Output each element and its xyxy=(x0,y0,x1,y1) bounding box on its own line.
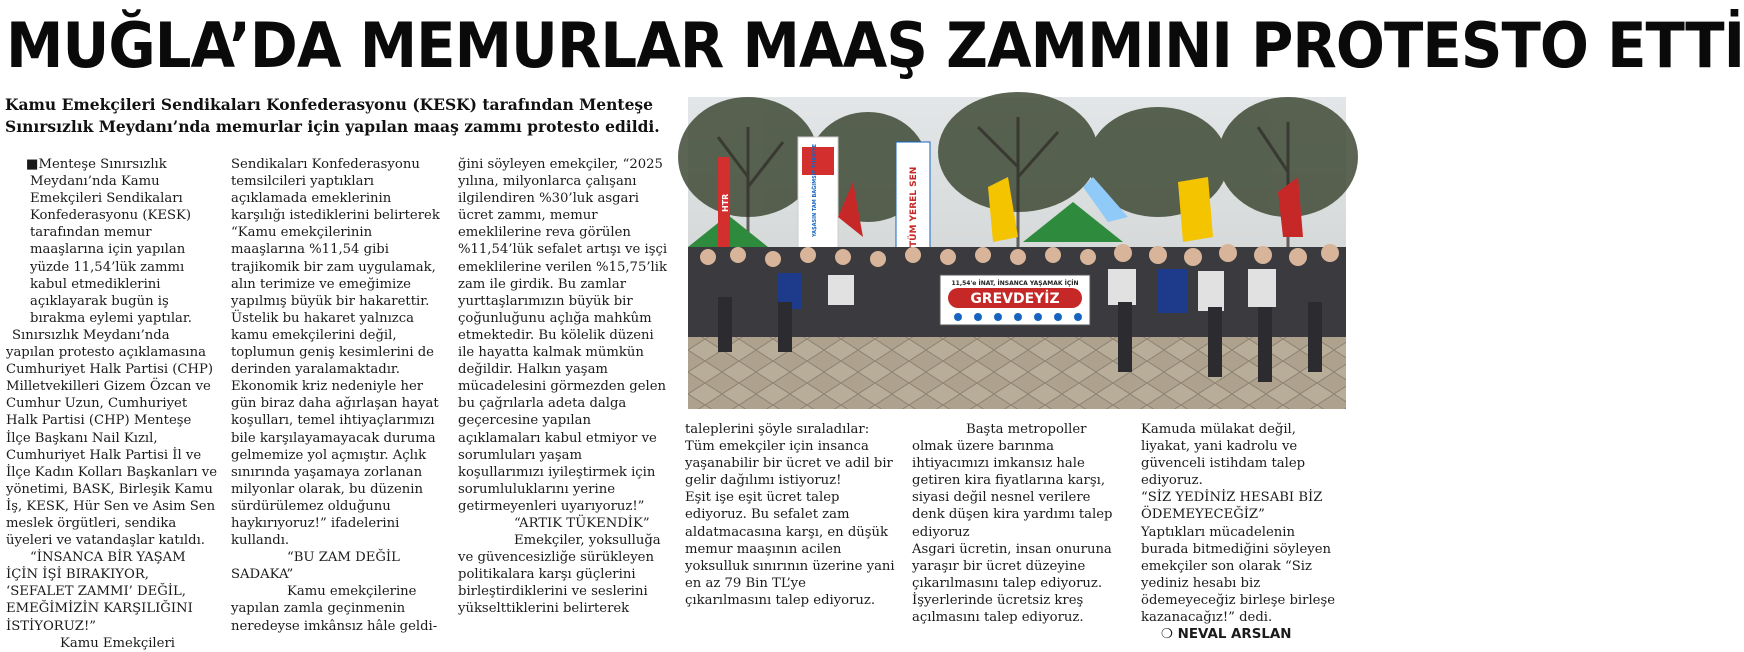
subheading: “SİZ YEDİNİZ HESABI BİZ ÖDEMEYECEĞİZ” xyxy=(1141,490,1323,523)
article-column-4 xyxy=(685,421,895,609)
author-signature: ❍ NEVAL ARSLAN xyxy=(1161,627,1292,643)
list-item: Eşit işe eşit ücret talep ediyoruz. Bu sefalet zam aldatmacasına karşı, en düşük memur maaşının acilen yoksulluk sınırının üzerine yani en az 79 Bin TL’ye çıkarılmasını talep ediyoruz. xyxy=(685,490,895,608)
paragraph: Yaptıkları mücadelenin burada bitmediğini söyleyen emekçiler son olarak “Siz yediniz hesabı biz ödemeyeceğiz birleşe birleşe kazanacağız!” dedi. xyxy=(1141,524,1336,626)
paragraph: Sınırsızlık Meydanı’nda yapılan protesto açıklamasına Cumhuriyet Halk Partisi (CHP) Milletvekilleri Gizem Özcan ve Cumhur Uzun, Cumhuriyet Halk Partisi (CHP) Menteşe İlçe Başkanı Nail Kızıl, Cumhuriyet Halk Partisi İl ve İlçe Kadın Kolları Başkanları ve yönetimi, BASK, Birleşik Kamu İş, KESK, Hür Sen ve Asim Sen meslek örgütleri, sendika üyeleri ve vatandaşlar katıldı. xyxy=(6,327,218,549)
banner-main-text: GREVDEYİZ xyxy=(970,291,1060,307)
subheading: “İNSANCA BİR YAŞAM İÇİN İŞİ BIRAKIYOR, ‘SEFALET ZAMMI’ DEĞİL, EMEĞİMİZİN KARŞILIĞINI İSTİYORUZ!” xyxy=(6,550,193,634)
list-item: Başta metropoller olmak üzere barınma ihtiyacımızı imkansız hale getiren kira fiyatlarına karşı, siyasi değil nesnel verilere denk düşen kira yardımı talep ediyoruz xyxy=(912,422,1113,540)
article-column-5 xyxy=(912,421,1124,626)
paragraph: Kamu emekçilerine yapılan zamla geçinmenin neredeyse imkânsız hâle geldi- xyxy=(231,584,438,634)
banner-top-text: 11,54'e İNAT, İNSANCA YAŞAMAK İÇİN xyxy=(951,280,1079,287)
lead-paragraph: Kamu Emekçileri Sendikaları Konfederasyonu (KESK) tarafından Menteşe Sınırsızlık Meydanı’nda memurlar için yapılan maaş zammı protesto edildi. xyxy=(5,95,660,136)
headline: MUĞLA’DA MEMURLAR MAAŞ ZAMMINI PROTESTO ETTİ xyxy=(6,9,1744,82)
list-item: İşyerlerinde ücretsiz kreş açılmasını talep ediyoruz. xyxy=(912,592,1084,626)
protest-photo xyxy=(688,97,1346,409)
protest-photo-illustration xyxy=(688,97,1346,409)
flag-text: YAŞASIN TAM BAĞIMSIZ TÜRKİYE xyxy=(812,143,818,237)
subheading: “BU ZAM DEĞİL SADAKA” xyxy=(231,550,400,583)
list-item: Kamuda mülakat değil, liyakat, yani kadrolu ve güvenceli istihdam talep ediyoruz. xyxy=(1141,422,1306,489)
paragraph: Kamu Emekçileri xyxy=(60,635,175,651)
paragraph: ■Menteşe Sınırsızlık Meydanı’nda Kamu Emekçileri Sendikaları Konfederasyonu (KESK) tarafından memur maaşlarına için yapılan yüzde 11,54’lük zammı kabul etmediklerini açıklayarak bugün iş bırakma eylemi yaptılar. xyxy=(26,157,192,326)
paragraph: taleplerini şöyle sıraladılar: xyxy=(685,422,870,437)
list-item: Tüm emekçiler için insanca yaşanabilir bir ücret ve adil bir gelir dağılımı istiyoruz! xyxy=(685,439,893,489)
flag-text: HTR xyxy=(721,193,730,212)
list-item: Asgari ücretin, insan onuruna yaraşır bir ücret düzeyine çıkarılmasını talep ediyoruz. xyxy=(912,541,1112,591)
article-column-3 xyxy=(458,156,668,618)
article-column-1 xyxy=(6,156,218,652)
subheading: “ARTIK TÜKENDİK” xyxy=(514,515,650,531)
flag-text: TÜM YEREL SEN xyxy=(909,166,919,247)
article-column-6 xyxy=(1141,421,1346,643)
article-column-2 xyxy=(231,156,445,635)
paragraph: Emekçiler, yoksulluğa ve güvencesizliğe sürükleyen politikalara karşı güçlerini birleştirdiklerini ve seslerini yükselttiklerini belirterek xyxy=(458,533,661,617)
paragraph: Sendikaları Konfederasyonu temsilcileri yaptıkları açıklamada emeklerinin karşılığı istediklerini belirterek “Kamu emekçilerinin maaşlarına %11,54 gibi trajikomik bir zam uygulamak, alın terimize ve emeğimize yapılmış büyük bir hakarettir. Üstelik bu hakaret yalnızca kamu emekçilerini değil, toplumun geniş kesimlerini de derinden yaralamaktadır. Ekonomik kriz nedeniyle her gün biraz daha ağırlaşan hayat koşulları, temel ihtiyaçlarımızı bile karşılayamayacak duruma gelmemize yol açmıştır. Açlık sınırında yaşamaya zorlanan milyonlar olarak, bu düzenin sürdürülemez olduğunu haykırıyoruz!” ifadelerini kullandı. xyxy=(231,157,440,549)
paragraph: ğini söyleyen emekçiler, “2025 yılına, milyonlarca çalışanı ilgilendiren %30’luk asgari ücret zammı, memur emeklilerine reva görülen %11,54’lük sefalet artışı ve işçi emeklilerine verilen %15,75’lik zam ile girdik. Bu zamlar yurttaşlarımızın büyük bir çoğunluğunu açlığa mahkûm etmektedir. Bu kölelik düzeni ile hayatta kalmak mümkün değildir. Halkın yaşam mücadelesini görmezden gelen bu çağrılarla adeta dalga geçercesine yapılan açıklamaları kabul etmiyor ve sorumluları yaşam koşullarımızı iyileştirmek için sorumluluklarını yerine getirmeyenleri uyarıyoruz!” xyxy=(458,157,668,514)
